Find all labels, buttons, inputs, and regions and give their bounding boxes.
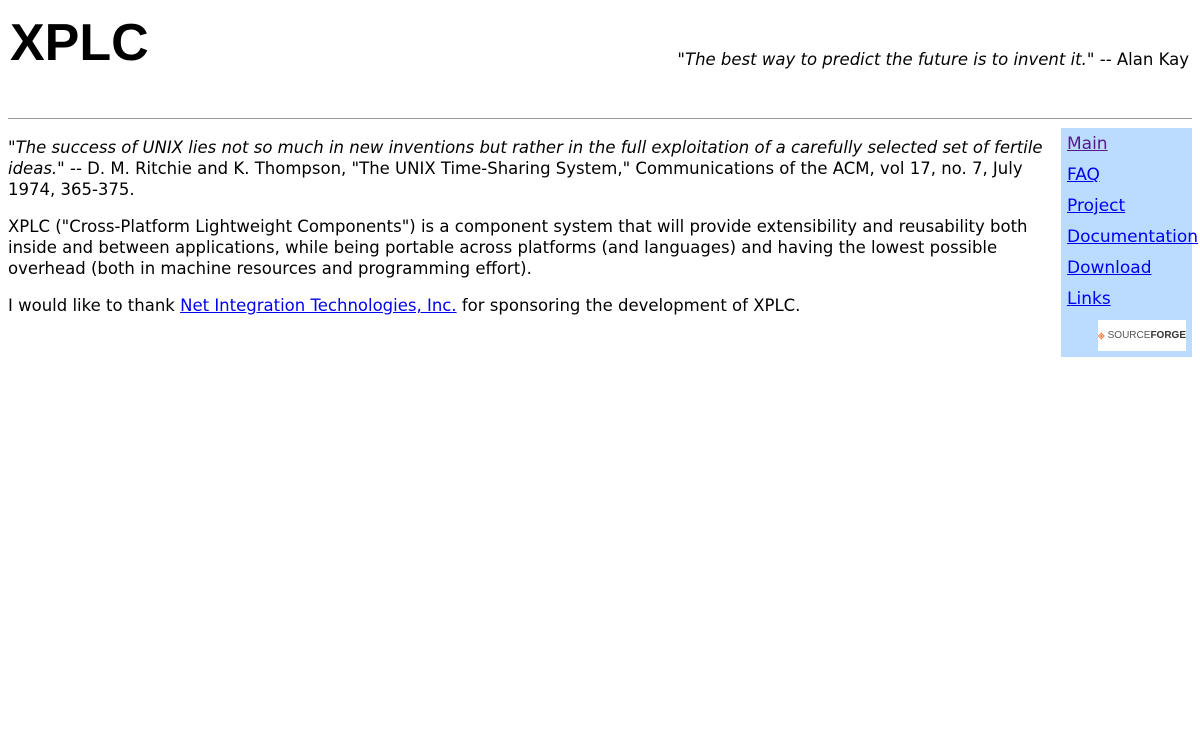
header-quote-attribution: -- Alan Kay	[1094, 50, 1189, 69]
sourceforge-icon	[1098, 328, 1105, 344]
header-quote-text: "The best way to predict the future is to invent it."	[677, 50, 1095, 69]
nav-link-main[interactable]: Main	[1067, 134, 1108, 154]
nav-link-download[interactable]: Download	[1067, 258, 1152, 278]
site-title: XPLC	[10, 14, 149, 72]
thanks-text-after: for sponsoring the development of XPLC.	[456, 296, 801, 315]
unix-quote-paragraph	[8, 137, 1058, 200]
sponsor-link[interactable]: Net Integration Technologies, Inc.	[180, 296, 457, 315]
sourceforge-logo[interactable]	[1098, 320, 1186, 351]
description-paragraph: XPLC ("Cross-Platform Lightweight Components") is a component system that will provide extensibility and reusability both inside and between applications, while being portable across platforms (and languages) and having the lowest possible overhead (both in machine resources and programming effort).	[8, 217, 1028, 278]
nav-link-links[interactable]: Links	[1067, 289, 1111, 309]
nav-link-faq[interactable]: FAQ	[1067, 165, 1100, 185]
header-quote	[677, 49, 1189, 71]
header-divider	[8, 118, 1192, 119]
sourceforge-logo-text: SOURCEFORGE	[1107, 330, 1186, 341]
unix-quote-text: "The success of UNIX lies not so much in new inventions but rather in the full exploitation of a carefully selected set of fertile ideas."	[8, 138, 1043, 178]
thanks-text-before: I would like to thank	[8, 296, 181, 315]
nav-link-project[interactable]: Project	[1067, 196, 1126, 216]
unix-quote-attribution: -- D. M. Ritchie and K. Thompson, "The UNIX Time-Sharing System," Communications of the ACM, vol 17, no. 7, July 1974, 365-375.	[8, 159, 1023, 199]
thanks-paragraph	[8, 295, 1058, 316]
nav-sidebar	[1061, 128, 1199, 357]
nav-link-documentation[interactable]: Documentation	[1067, 227, 1199, 247]
main-content	[8, 137, 1058, 332]
